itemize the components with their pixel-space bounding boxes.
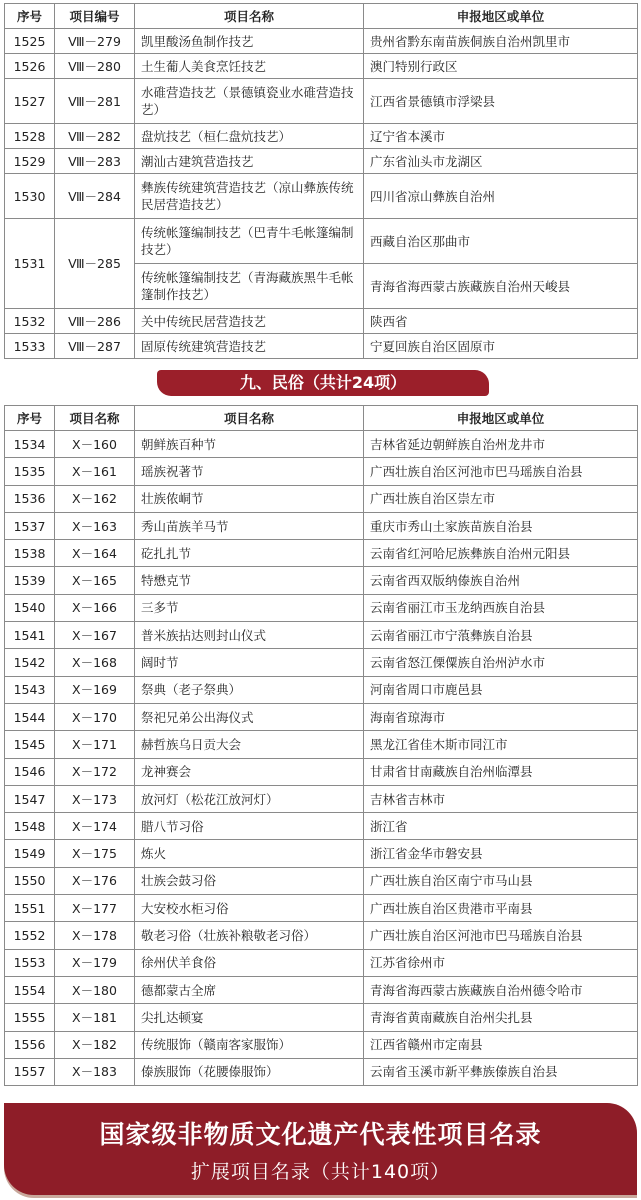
row-name: 传统服饰（赣南客家服饰） bbox=[135, 1031, 364, 1058]
row-region: 广西壮族自治区河池市巴马瑶族自治县 bbox=[364, 922, 638, 949]
row-name: 彝族传统建筑营造技艺（凉山彝族传统民居营造技艺） bbox=[135, 174, 364, 219]
row-no: 1533 bbox=[5, 334, 55, 359]
table-row bbox=[5, 840, 638, 867]
row-no: 1535 bbox=[5, 458, 55, 485]
table-row bbox=[5, 174, 638, 219]
footer-banner bbox=[0, 1103, 641, 1200]
row-code: Ⅹ－174 bbox=[55, 813, 135, 840]
row-code: Ⅹ－175 bbox=[55, 840, 135, 867]
row-code: Ⅹ－180 bbox=[55, 976, 135, 1003]
row-name: 传统帐篷编制技艺（青海藏族黑牛毛帐篷制作技艺） bbox=[135, 264, 364, 309]
table-row bbox=[5, 895, 638, 922]
row-code: Ⅷ－287 bbox=[55, 334, 135, 359]
row-region: 浙江省金华市磐安县 bbox=[364, 840, 638, 867]
table-row bbox=[5, 1058, 638, 1085]
table-row bbox=[5, 976, 638, 1003]
table-row bbox=[5, 676, 638, 703]
row-region: 宁夏回族自治区固原市 bbox=[364, 334, 638, 359]
row-region: 江苏省徐州市 bbox=[364, 949, 638, 976]
table-row bbox=[5, 54, 638, 79]
row-code: Ⅹ－173 bbox=[55, 785, 135, 812]
row-region: 广西壮族自治区河池市巴马瑶族自治县 bbox=[364, 458, 638, 485]
row-code: Ⅹ－165 bbox=[55, 567, 135, 594]
table-row bbox=[5, 29, 638, 54]
table-row bbox=[5, 79, 638, 124]
row-region: 黑龙江省佳木斯市同江市 bbox=[364, 731, 638, 758]
row-no: 1534 bbox=[5, 431, 55, 458]
row-region: 河南省周口市鹿邑县 bbox=[364, 676, 638, 703]
row-region: 陕西省 bbox=[364, 309, 638, 334]
table-row bbox=[5, 124, 638, 149]
row-code: Ⅹ－183 bbox=[55, 1058, 135, 1085]
row-no: 1550 bbox=[5, 867, 55, 894]
row-name: 固原传统建筑营造技艺 bbox=[135, 334, 364, 359]
row-code: Ⅷ－279 bbox=[55, 29, 135, 54]
header-code: 项目编号 bbox=[55, 4, 135, 29]
row-region: 辽宁省本溪市 bbox=[364, 124, 638, 149]
row-name: 尖扎达顿宴 bbox=[135, 1004, 364, 1031]
row-code: Ⅷ－284 bbox=[55, 174, 135, 219]
table-row bbox=[5, 485, 638, 512]
row-name: 炼火 bbox=[135, 840, 364, 867]
row-no: 1554 bbox=[5, 976, 55, 1003]
row-no: 1553 bbox=[5, 949, 55, 976]
row-no: 1552 bbox=[5, 922, 55, 949]
table-row bbox=[5, 512, 638, 539]
row-name: 关中传统民居营造技艺 bbox=[135, 309, 364, 334]
row-code: Ⅹ－160 bbox=[55, 431, 135, 458]
row-name: 瑶族祝著节 bbox=[135, 458, 364, 485]
header-no: 序号 bbox=[5, 4, 55, 29]
row-no: 1544 bbox=[5, 703, 55, 730]
row-name: 普米族拈达则封山仪式 bbox=[135, 622, 364, 649]
row-region: 四川省凉山彝族自治州 bbox=[364, 174, 638, 219]
row-name: 凯里酸汤鱼制作技艺 bbox=[135, 29, 364, 54]
row-name: 传统帐篷编制技艺（巴青牛毛帐篷编制技艺） bbox=[135, 219, 364, 264]
table-row bbox=[5, 622, 638, 649]
row-name: 徐州伏羊食俗 bbox=[135, 949, 364, 976]
row-code: Ⅹ－181 bbox=[55, 1004, 135, 1031]
row-region: 云南省怒江傈僳族自治州泸水市 bbox=[364, 649, 638, 676]
row-name: 壮族侬峒节 bbox=[135, 485, 364, 512]
table-row bbox=[5, 758, 638, 785]
header-region: 申报地区或单位 bbox=[364, 406, 638, 431]
table-row bbox=[5, 1031, 638, 1058]
header-no: 序号 bbox=[5, 406, 55, 431]
row-name: 赫哲族乌日贡大会 bbox=[135, 731, 364, 758]
row-no: 1548 bbox=[5, 813, 55, 840]
row-name: 盘炕技艺（桓仁盘炕技艺） bbox=[135, 124, 364, 149]
row-no: 1532 bbox=[5, 309, 55, 334]
row-code: Ⅷ－280 bbox=[55, 54, 135, 79]
row-code: Ⅹ－177 bbox=[55, 895, 135, 922]
row-no: 1531 bbox=[5, 219, 55, 309]
row-region: 云南省西双版纳傣族自治州 bbox=[364, 567, 638, 594]
row-region: 云南省丽江市宁蒗彝族自治县 bbox=[364, 622, 638, 649]
table-row bbox=[5, 219, 638, 264]
row-name: 祭典（老子祭典） bbox=[135, 676, 364, 703]
row-region: 青海省黄南藏族自治州尖扎县 bbox=[364, 1004, 638, 1031]
row-region: 江西省赣州市定南县 bbox=[364, 1031, 638, 1058]
row-no: 1555 bbox=[5, 1004, 55, 1031]
row-region: 云南省玉溪市新平彝族傣族自治县 bbox=[364, 1058, 638, 1085]
table-row bbox=[5, 1004, 638, 1031]
row-code: Ⅹ－171 bbox=[55, 731, 135, 758]
row-name: 敬老习俗（壮族补粮敬老习俗） bbox=[135, 922, 364, 949]
table-header-row bbox=[5, 406, 638, 431]
row-name: 龙神赛会 bbox=[135, 758, 364, 785]
footer-title: 国家级非物质文化遗产代表性项目名录 bbox=[99, 1120, 542, 1149]
row-region: 广西壮族自治区崇左市 bbox=[364, 485, 638, 512]
table-row bbox=[5, 731, 638, 758]
row-name: 阔时节 bbox=[135, 649, 364, 676]
table-craftsmanship bbox=[4, 3, 638, 359]
row-no: 1542 bbox=[5, 649, 55, 676]
row-code: Ⅹ－162 bbox=[55, 485, 135, 512]
table-row bbox=[5, 567, 638, 594]
row-no: 1556 bbox=[5, 1031, 55, 1058]
row-code: Ⅹ－161 bbox=[55, 458, 135, 485]
table-row bbox=[5, 867, 638, 894]
row-no: 1549 bbox=[5, 840, 55, 867]
row-name: 秀山苗族羊马节 bbox=[135, 512, 364, 539]
footer-subtitle: 扩展项目名录（共计140项） bbox=[190, 1161, 451, 1183]
row-no: 1538 bbox=[5, 540, 55, 567]
row-no: 1529 bbox=[5, 149, 55, 174]
row-no: 1540 bbox=[5, 594, 55, 621]
row-code: Ⅷ－282 bbox=[55, 124, 135, 149]
row-region: 甘肃省甘南藏族自治州临潭县 bbox=[364, 758, 638, 785]
row-name: 潮汕古建筑营造技艺 bbox=[135, 149, 364, 174]
row-name: 三多节 bbox=[135, 594, 364, 621]
row-code: Ⅹ－182 bbox=[55, 1031, 135, 1058]
row-no: 1557 bbox=[5, 1058, 55, 1085]
row-code: Ⅷ－283 bbox=[55, 149, 135, 174]
section-banner: 九、民俗（共计24项） bbox=[157, 370, 489, 396]
header-region: 申报地区或单位 bbox=[364, 4, 638, 29]
row-code: Ⅹ－166 bbox=[55, 594, 135, 621]
table-row bbox=[5, 649, 638, 676]
row-code: Ⅹ－170 bbox=[55, 703, 135, 730]
row-name: 朝鲜族百种节 bbox=[135, 431, 364, 458]
row-region: 广东省汕头市龙湖区 bbox=[364, 149, 638, 174]
row-no: 1527 bbox=[5, 79, 55, 124]
row-no: 1547 bbox=[5, 785, 55, 812]
table-row bbox=[5, 594, 638, 621]
row-code: Ⅹ－176 bbox=[55, 867, 135, 894]
table-row bbox=[5, 431, 638, 458]
row-name: 水碓营造技艺（景德镇瓷业水碓营造技艺） bbox=[135, 79, 364, 124]
row-code: Ⅹ－168 bbox=[55, 649, 135, 676]
row-name: 大安校水柜习俗 bbox=[135, 895, 364, 922]
row-no: 1526 bbox=[5, 54, 55, 79]
row-region: 云南省红河哈尼族彝族自治州元阳县 bbox=[364, 540, 638, 567]
row-region: 云南省丽江市玉龙纳西族自治县 bbox=[364, 594, 638, 621]
row-region: 重庆市秀山土家族苗族自治县 bbox=[364, 512, 638, 539]
row-name: 德都蒙古全席 bbox=[135, 976, 364, 1003]
row-name: 矻扎扎节 bbox=[135, 540, 364, 567]
table-row bbox=[5, 813, 638, 840]
row-name: 腊八节习俗 bbox=[135, 813, 364, 840]
row-no: 1541 bbox=[5, 622, 55, 649]
row-code: Ⅷ－286 bbox=[55, 309, 135, 334]
header-code: 项目名称 bbox=[55, 406, 135, 431]
table-row bbox=[5, 149, 638, 174]
row-no: 1543 bbox=[5, 676, 55, 703]
row-code: Ⅷ－285 bbox=[55, 219, 135, 309]
row-region: 吉林省吉林市 bbox=[364, 785, 638, 812]
row-code: Ⅹ－172 bbox=[55, 758, 135, 785]
row-region: 浙江省 bbox=[364, 813, 638, 840]
row-region: 贵州省黔东南苗族侗族自治州凯里市 bbox=[364, 29, 638, 54]
table-row bbox=[5, 540, 638, 567]
row-name: 傣族服饰（花腰傣服饰） bbox=[135, 1058, 364, 1085]
row-no: 1546 bbox=[5, 758, 55, 785]
header-name: 项目名称 bbox=[135, 406, 364, 431]
table-row bbox=[5, 785, 638, 812]
table-row bbox=[5, 309, 638, 334]
row-no: 1530 bbox=[5, 174, 55, 219]
row-region: 青海省海西蒙古族藏族自治州天峻县 bbox=[364, 264, 638, 309]
row-name: 放河灯（松花江放河灯） bbox=[135, 785, 364, 812]
row-region: 广西壮族自治区南宁市马山县 bbox=[364, 867, 638, 894]
row-code: Ⅹ－167 bbox=[55, 622, 135, 649]
table-header-row bbox=[5, 4, 638, 29]
row-no: 1545 bbox=[5, 731, 55, 758]
row-name: 土生葡人美食烹饪技艺 bbox=[135, 54, 364, 79]
header-name: 项目名称 bbox=[135, 4, 364, 29]
row-code: Ⅹ－178 bbox=[55, 922, 135, 949]
row-name: 祭祀兄弟公出海仪式 bbox=[135, 703, 364, 730]
table-row bbox=[5, 458, 638, 485]
table-row bbox=[5, 949, 638, 976]
row-code: Ⅹ－179 bbox=[55, 949, 135, 976]
row-no: 1536 bbox=[5, 485, 55, 512]
row-code: Ⅹ－164 bbox=[55, 540, 135, 567]
table-folk-customs bbox=[4, 405, 638, 1086]
row-no: 1539 bbox=[5, 567, 55, 594]
row-no: 1537 bbox=[5, 512, 55, 539]
row-region: 青海省海西蒙古族藏族自治州德令哈市 bbox=[364, 976, 638, 1003]
table-row bbox=[5, 334, 638, 359]
row-name: 壮族会鼓习俗 bbox=[135, 867, 364, 894]
row-region: 吉林省延边朝鲜族自治州龙井市 bbox=[364, 431, 638, 458]
row-region: 海南省琼海市 bbox=[364, 703, 638, 730]
row-region: 西藏自治区那曲市 bbox=[364, 219, 638, 264]
row-no: 1528 bbox=[5, 124, 55, 149]
row-name: 特懋克节 bbox=[135, 567, 364, 594]
row-code: Ⅹ－169 bbox=[55, 676, 135, 703]
row-code: Ⅹ－163 bbox=[55, 512, 135, 539]
row-no: 1525 bbox=[5, 29, 55, 54]
row-no: 1551 bbox=[5, 895, 55, 922]
table-row bbox=[5, 922, 638, 949]
table-row bbox=[5, 703, 638, 730]
row-region: 江西省景德镇市浮梁县 bbox=[364, 79, 638, 124]
row-region: 广西壮族自治区贵港市平南县 bbox=[364, 895, 638, 922]
row-code: Ⅷ－281 bbox=[55, 79, 135, 124]
row-region: 澳门特别行政区 bbox=[364, 54, 638, 79]
